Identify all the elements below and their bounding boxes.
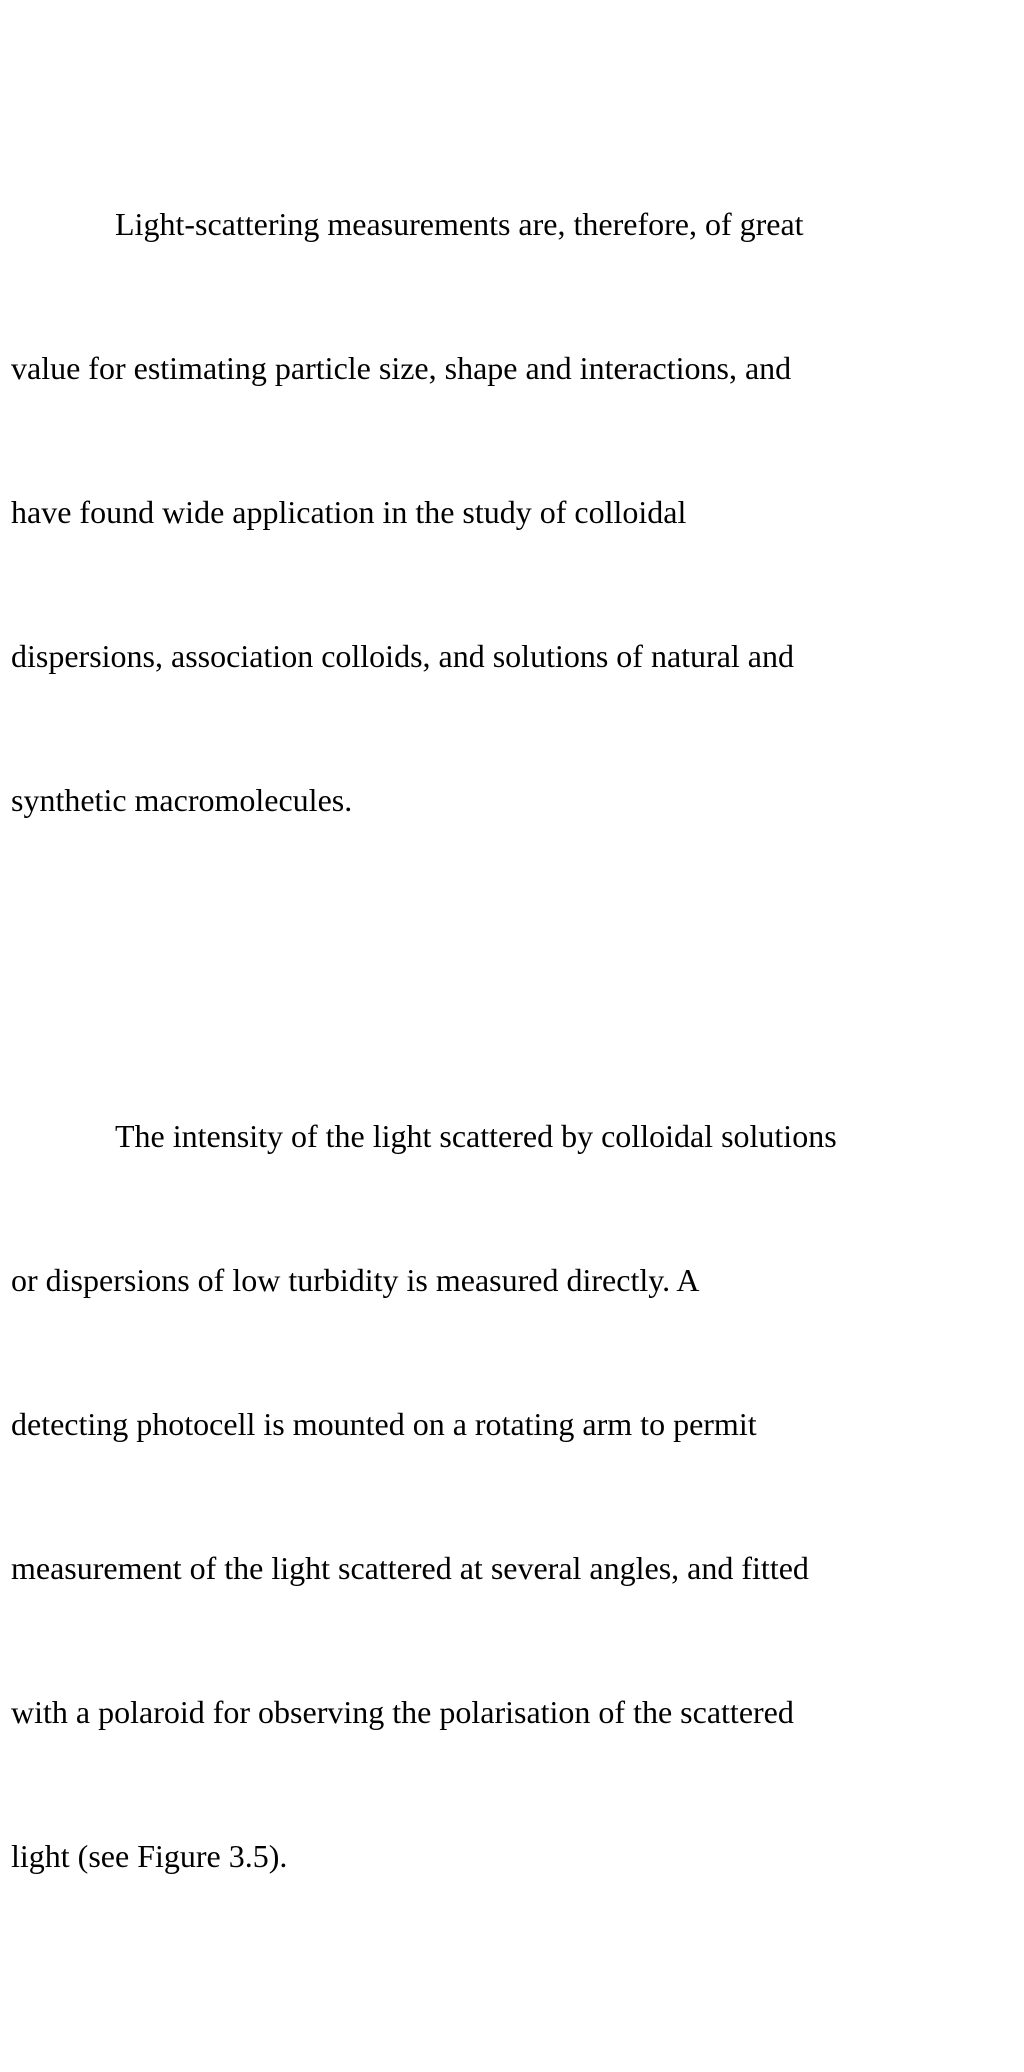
paragraph-line: with a polaroid for observing the polarisation of the scattered xyxy=(11,1694,794,1730)
paragraph xyxy=(11,1016,1016,1976)
paragraph-line: or dispersions of low turbidity is measured directly. A xyxy=(11,1262,700,1298)
paragraph-line: Light-scattering measurements are, therefore, of great xyxy=(115,206,804,242)
paragraph-line: have found wide application in the study of colloidal xyxy=(11,494,687,530)
paragraph-line: dispersions, association colloids, and solutions of natural and xyxy=(11,638,794,674)
body-text xyxy=(11,8,1016,2072)
paragraph-line: value for estimating particle size, shape and interactions, and xyxy=(11,350,792,386)
paragraph-line: The intensity of the light scattered by colloidal solutions xyxy=(115,1118,837,1154)
paragraph-line: light (see Figure 3.5). xyxy=(11,1838,288,1874)
paragraph-line: detecting photocell is mounted on a rotating arm to permit xyxy=(11,1406,757,1442)
paragraph xyxy=(11,104,1016,920)
paragraph-line: synthetic macromolecules. xyxy=(11,782,353,818)
paragraph-line: measurement of the light scattered at several angles, and fitted xyxy=(11,1550,809,1586)
